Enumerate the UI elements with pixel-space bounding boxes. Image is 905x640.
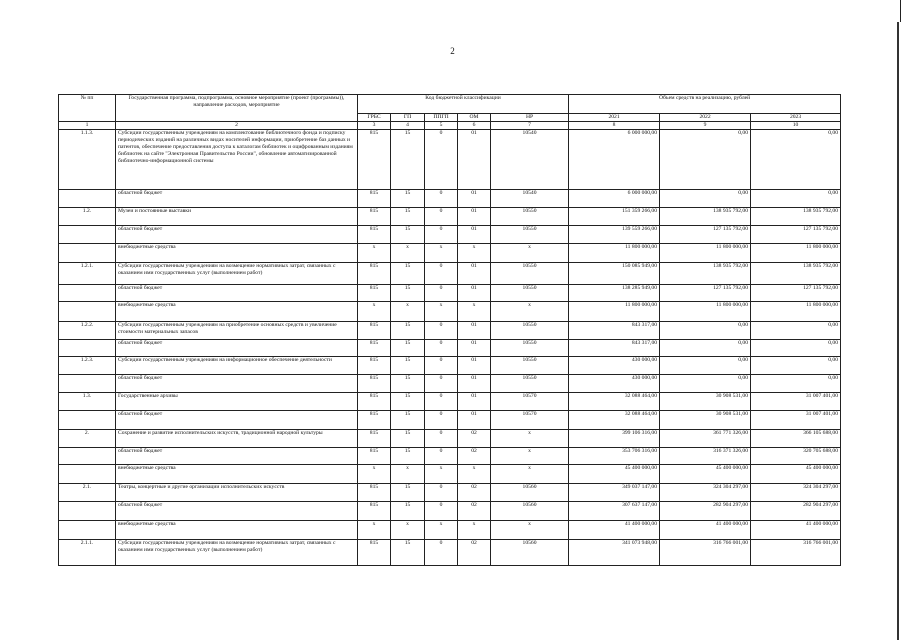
row-om: 01 <box>458 130 491 190</box>
row-amount-2021: 349 037 147,00 <box>569 484 660 502</box>
header-no: № пп <box>59 95 116 122</box>
row-number: 1.3. <box>59 393 116 411</box>
page-number: 2 <box>450 46 455 56</box>
header-name: Государственная программа, подпрограмма, основное мероприятие (проект (программы)), направление расходов, мероприятие <box>116 95 358 122</box>
row-amount-2022: 30 908 531,00 <box>660 411 751 430</box>
row-grbs: 815 <box>358 208 391 226</box>
row-name: Сохранение и развитие исполнительских искусств, традиционной народной культуры <box>116 430 358 448</box>
row-nr: 10550 <box>491 226 569 244</box>
row-grbs: 815 <box>358 130 391 190</box>
row-ppgp: 0 <box>425 393 458 411</box>
row-gp: 15 <box>391 357 425 375</box>
row-number <box>59 302 116 322</box>
row-name: областной бюджет <box>116 190 358 208</box>
row-grbs: 815 <box>358 430 391 448</box>
row-number: 1.2.2. <box>59 322 116 340</box>
row-om: 02 <box>458 448 491 465</box>
row-name: областной бюджет <box>116 285 358 302</box>
row-number <box>59 502 116 521</box>
row-amount-2021: 843 317,00 <box>569 340 660 357</box>
row-amount-2023: 138 935 792,00 <box>751 208 841 226</box>
row-name: Государственные архивы <box>116 393 358 411</box>
row-grbs: 815 <box>358 540 391 566</box>
table-row <box>59 521 841 540</box>
row-number: 2. <box>59 430 116 448</box>
row-amount-2022: 11 800 000,00 <box>660 244 751 263</box>
row-amount-2023: 127 135 792,00 <box>751 285 841 302</box>
row-grbs: 815 <box>358 411 391 430</box>
table-row <box>59 322 841 340</box>
row-om: 02 <box>458 484 491 502</box>
row-amount-2022: 282 904 297,00 <box>660 502 751 521</box>
row-om: 01 <box>458 393 491 411</box>
header-ppgp: ППГП <box>425 114 458 122</box>
row-amount-2021: 430 000,00 <box>569 357 660 375</box>
table-row <box>59 430 841 448</box>
row-number: 2.1. <box>59 484 116 502</box>
row-name: внебюджетные средства <box>116 465 358 484</box>
row-gp: 15 <box>391 263 425 285</box>
row-ppgp: 0 <box>425 448 458 465</box>
row-nr: 10550 <box>491 208 569 226</box>
row-om: х <box>458 465 491 484</box>
row-om: 01 <box>458 226 491 244</box>
row-grbs: 815 <box>358 226 391 244</box>
row-nr: х <box>491 302 569 322</box>
header-index-cell: 10 <box>751 122 841 130</box>
row-nr: 10550 <box>491 375 569 393</box>
table-row <box>59 302 841 322</box>
scan-edge-line <box>897 22 899 640</box>
row-ppgp: х <box>425 465 458 484</box>
row-nr: 10550 <box>491 322 569 340</box>
row-grbs: х <box>358 302 391 322</box>
row-amount-2021: 138 285 949,00 <box>569 285 660 302</box>
header-index-cell: 6 <box>458 122 491 130</box>
row-amount-2022: 138 935 792,00 <box>660 263 751 285</box>
header-nr: НР <box>491 114 569 122</box>
row-name: областной бюджет <box>116 226 358 244</box>
row-amount-2023: 41 400 000,00 <box>751 521 841 540</box>
row-ppgp: 0 <box>425 263 458 285</box>
row-nr: 10540 <box>491 190 569 208</box>
table-row <box>59 484 841 502</box>
table-row <box>59 263 841 285</box>
row-om: 01 <box>458 357 491 375</box>
row-amount-2021: 843 317,00 <box>569 322 660 340</box>
row-gp: х <box>391 302 425 322</box>
row-amount-2022: 316 371 326,00 <box>660 448 751 465</box>
header-index-cell: 7 <box>491 122 569 130</box>
table-row <box>59 411 841 430</box>
row-grbs: 815 <box>358 375 391 393</box>
row-gp: 15 <box>391 190 425 208</box>
row-amount-2023: 31 007 401,00 <box>751 411 841 430</box>
header-amount: Объем средств на реализацию, рублей <box>569 95 841 114</box>
row-ppgp: х <box>425 302 458 322</box>
row-amount-2023: 0,00 <box>751 322 841 340</box>
row-name: Субсидии государственным учреждениям на комплектование библиотечного фонда и подписку периодических изданий на различных видах носителей информации, приобретение баз данных и патентов, обеспечение предоставления доступа к каталогам библиотек и оцифрованным изданиям библиотек на сайте "Электронная Правительство России", обновление автоматизированной библиотечно-информационной системы <box>116 130 358 190</box>
header-code: Код бюджетной классификации <box>358 95 569 114</box>
budget-table <box>58 94 841 566</box>
row-amount-2021: 41 400 000,00 <box>569 521 660 540</box>
header-index-cell: 4 <box>391 122 425 130</box>
row-om: 02 <box>458 430 491 448</box>
header-index-cell: 1 <box>59 122 116 130</box>
header-index-cell: 2 <box>116 122 358 130</box>
row-om: 01 <box>458 375 491 393</box>
row-gp: 15 <box>391 340 425 357</box>
row-ppgp: 0 <box>425 540 458 566</box>
row-gp: 15 <box>391 502 425 521</box>
row-gp: 15 <box>391 448 425 465</box>
row-nr: х <box>491 465 569 484</box>
row-gp: 15 <box>391 430 425 448</box>
row-number <box>59 375 116 393</box>
row-number <box>59 448 116 465</box>
row-amount-2023: 0,00 <box>751 340 841 357</box>
row-grbs: 815 <box>358 322 391 340</box>
row-name: областной бюджет <box>116 448 358 465</box>
row-grbs: х <box>358 521 391 540</box>
row-amount-2022: 324 304 297,00 <box>660 484 751 502</box>
row-amount-2021: 430 000,00 <box>569 375 660 393</box>
header-om: ОМ <box>458 114 491 122</box>
row-ppgp: 0 <box>425 190 458 208</box>
row-amount-2021: 151 359 266,00 <box>569 208 660 226</box>
row-gp: х <box>391 465 425 484</box>
row-amount-2023: 0,00 <box>751 190 841 208</box>
row-amount-2022: 41 400 000,00 <box>660 521 751 540</box>
row-amount-2021: 32 088 464,00 <box>569 393 660 411</box>
row-amount-2021: 6 000 000,00 <box>569 190 660 208</box>
row-name: областной бюджет <box>116 411 358 430</box>
table-row <box>59 540 841 566</box>
row-gp: 15 <box>391 393 425 411</box>
table-row <box>59 244 841 263</box>
row-gp: 15 <box>391 285 425 302</box>
row-gp: 15 <box>391 208 425 226</box>
row-amount-2023: 31 007 401,00 <box>751 393 841 411</box>
row-nr: 10560 <box>491 484 569 502</box>
row-grbs: 815 <box>358 190 391 208</box>
table-row <box>59 340 841 357</box>
row-amount-2021: 11 800 000,00 <box>569 244 660 263</box>
row-grbs: 815 <box>358 393 391 411</box>
row-ppgp: 0 <box>425 322 458 340</box>
row-nr: 10560 <box>491 502 569 521</box>
row-amount-2023: 0,00 <box>751 130 841 190</box>
row-amount-2021: 150 085 949,00 <box>569 263 660 285</box>
row-ppgp: 0 <box>425 502 458 521</box>
row-name: Субсидии государственным учреждениям на возмещение нормативных затрат, связанных с оказанием ими государственных услуг (выполнением работ) <box>116 540 358 566</box>
row-gp: 15 <box>391 411 425 430</box>
row-amount-2023: 0,00 <box>751 357 841 375</box>
row-name: Субсидии государственным учреждениям на возмещение нормативных затрат, связанных с оказанием ими государственных услуг (выполнением работ) <box>116 263 358 285</box>
table-row <box>59 208 841 226</box>
row-ppgp: 0 <box>425 430 458 448</box>
row-grbs: 815 <box>358 357 391 375</box>
row-nr: х <box>491 244 569 263</box>
row-number <box>59 190 116 208</box>
header-index-cell: 5 <box>425 122 458 130</box>
row-amount-2022: 0,00 <box>660 340 751 357</box>
header-year-2022: 2022 <box>660 114 751 122</box>
row-gp: х <box>391 521 425 540</box>
row-om: 01 <box>458 411 491 430</box>
header-gp: ГП <box>391 114 425 122</box>
row-om: 01 <box>458 263 491 285</box>
row-nr: 10550 <box>491 357 569 375</box>
row-gp: 15 <box>391 130 425 190</box>
table-row <box>59 465 841 484</box>
row-ppgp: х <box>425 244 458 263</box>
row-amount-2022: 127 135 792,00 <box>660 285 751 302</box>
row-name: Музеи и постоянные выставки <box>116 208 358 226</box>
row-amount-2023: 138 935 792,00 <box>751 263 841 285</box>
row-number <box>59 244 116 263</box>
row-amount-2021: 353 706 316,00 <box>569 448 660 465</box>
row-amount-2023: 127 135 792,00 <box>751 226 841 244</box>
table-row <box>59 448 841 465</box>
row-number: 1.1.3. <box>59 130 116 190</box>
row-number <box>59 340 116 357</box>
row-om: 01 <box>458 322 491 340</box>
table-row <box>59 285 841 302</box>
row-nr: х <box>491 448 569 465</box>
row-amount-2022: 0,00 <box>660 375 751 393</box>
row-grbs: 815 <box>358 502 391 521</box>
row-number: 1.2. <box>59 208 116 226</box>
table-row <box>59 375 841 393</box>
row-number <box>59 285 116 302</box>
row-ppgp: 0 <box>425 357 458 375</box>
row-nr: 10540 <box>491 130 569 190</box>
row-amount-2022: 45 400 000,00 <box>660 465 751 484</box>
header-index-cell: 8 <box>569 122 660 130</box>
row-number: 1.2.1. <box>59 263 116 285</box>
row-amount-2021: 341 073 948,00 <box>569 540 660 566</box>
row-grbs: х <box>358 465 391 484</box>
row-amount-2023: 11 800 000,00 <box>751 302 841 322</box>
row-grbs: 815 <box>358 285 391 302</box>
row-amount-2021: 6 000 000,00 <box>569 130 660 190</box>
row-om: 01 <box>458 340 491 357</box>
row-amount-2022: 316 766 001,00 <box>660 540 751 566</box>
row-amount-2023: 320 705 688,00 <box>751 448 841 465</box>
row-ppgp: 0 <box>425 208 458 226</box>
row-amount-2021: 32 088 464,00 <box>569 411 660 430</box>
row-amount-2022: 30 908 531,00 <box>660 393 751 411</box>
row-amount-2021: 139 559 266,00 <box>569 226 660 244</box>
row-number <box>59 521 116 540</box>
row-ppgp: 0 <box>425 340 458 357</box>
table-row <box>59 226 841 244</box>
row-nr: 10550 <box>491 263 569 285</box>
header-index-row <box>59 122 841 130</box>
row-name: Театры, концертные и другие организации исполнительских искусств <box>116 484 358 502</box>
row-grbs: 815 <box>358 484 391 502</box>
table-row <box>59 502 841 521</box>
row-amount-2022: 0,00 <box>660 357 751 375</box>
row-om: х <box>458 302 491 322</box>
row-ppgp: х <box>425 521 458 540</box>
row-ppgp: 0 <box>425 375 458 393</box>
row-amount-2023: 366 105 688,00 <box>751 430 841 448</box>
row-amount-2021: 307 637 147,00 <box>569 502 660 521</box>
row-grbs: 815 <box>358 263 391 285</box>
row-om: х <box>458 244 491 263</box>
row-name: областной бюджет <box>116 502 358 521</box>
row-om: х <box>458 521 491 540</box>
row-amount-2023: 316 766 001,00 <box>751 540 841 566</box>
row-ppgp: 0 <box>425 285 458 302</box>
row-name: Субсидии государственным учреждениям на информационное обеспечение деятельности <box>116 357 358 375</box>
row-nr: х <box>491 521 569 540</box>
table-row <box>59 393 841 411</box>
row-amount-2023: 324 304 297,00 <box>751 484 841 502</box>
row-amount-2022: 361 771 326,00 <box>660 430 751 448</box>
row-name: внебюджетные средства <box>116 302 358 322</box>
row-nr: 10570 <box>491 411 569 430</box>
header-index-cell: 3 <box>358 122 391 130</box>
row-nr: 10550 <box>491 340 569 357</box>
row-amount-2022: 11 800 000,00 <box>660 302 751 322</box>
row-amount-2021: 399 106 316,00 <box>569 430 660 448</box>
row-amount-2022: 0,00 <box>660 130 751 190</box>
header-grbs: ГРБС <box>358 114 391 122</box>
row-name: областной бюджет <box>116 340 358 357</box>
header-year-2023: 2023 <box>751 114 841 122</box>
row-gp: 15 <box>391 226 425 244</box>
row-amount-2021: 45 400 000,00 <box>569 465 660 484</box>
row-gp: 15 <box>391 322 425 340</box>
row-amount-2023: 11 800 000,00 <box>751 244 841 263</box>
row-amount-2023: 45 400 000,00 <box>751 465 841 484</box>
row-om: 02 <box>458 540 491 566</box>
row-ppgp: 0 <box>425 130 458 190</box>
row-grbs: 815 <box>358 340 391 357</box>
row-grbs: 815 <box>358 448 391 465</box>
row-om: 02 <box>458 502 491 521</box>
row-gp: х <box>391 244 425 263</box>
row-amount-2022: 127 135 792,00 <box>660 226 751 244</box>
row-number: 1.2.3. <box>59 357 116 375</box>
row-name: Субсидии государственным учреждениям на приобретение основных средств и увеличение стоимости материальных запасов <box>116 322 358 340</box>
row-om: 01 <box>458 190 491 208</box>
row-nr: 10560 <box>491 540 569 566</box>
row-amount-2022: 0,00 <box>660 322 751 340</box>
row-amount-2021: 11 800 000,00 <box>569 302 660 322</box>
table-row <box>59 130 841 190</box>
row-ppgp: 0 <box>425 411 458 430</box>
table-row <box>59 190 841 208</box>
row-ppgp: 0 <box>425 484 458 502</box>
header-index-cell: 9 <box>660 122 751 130</box>
row-grbs: х <box>358 244 391 263</box>
row-name: внебюджетные средства <box>116 244 358 263</box>
row-name: областной бюджет <box>116 375 358 393</box>
row-number <box>59 226 116 244</box>
table-row <box>59 357 841 375</box>
row-om: 01 <box>458 285 491 302</box>
row-nr: 10550 <box>491 285 569 302</box>
row-amount-2022: 138 935 792,00 <box>660 208 751 226</box>
row-name: внебюджетные средства <box>116 521 358 540</box>
budget-table-body <box>59 130 841 566</box>
scan-edge-mark <box>900 0 901 22</box>
row-amount-2022: 0,00 <box>660 190 751 208</box>
row-gp: 15 <box>391 540 425 566</box>
row-gp: 15 <box>391 375 425 393</box>
row-ppgp: 0 <box>425 226 458 244</box>
row-nr: 10570 <box>491 393 569 411</box>
row-number <box>59 465 116 484</box>
row-number <box>59 411 116 430</box>
row-number: 2.1.1. <box>59 540 116 566</box>
row-gp: 15 <box>391 484 425 502</box>
row-om: 01 <box>458 208 491 226</box>
header-year-2021: 2021 <box>569 114 660 122</box>
row-amount-2023: 0,00 <box>751 375 841 393</box>
row-amount-2023: 282 904 297,00 <box>751 502 841 521</box>
row-nr: х <box>491 430 569 448</box>
